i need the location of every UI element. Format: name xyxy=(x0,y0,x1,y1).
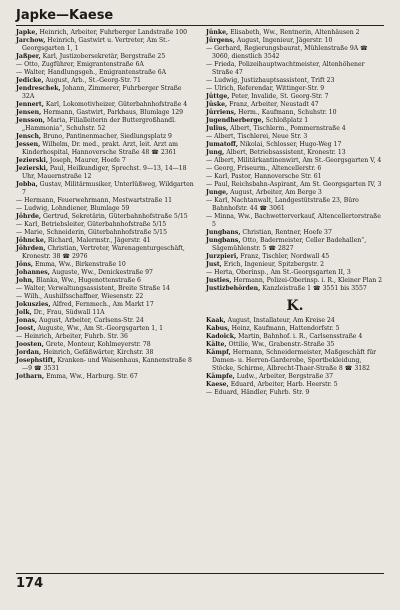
directory-entry xyxy=(16,301,194,309)
entry-text: Johann, Zimmerer, Fuhrberger Straße 32A xyxy=(22,85,182,100)
entry-name: Josephstift, xyxy=(16,357,56,364)
directory-entry xyxy=(16,165,194,181)
directory-entry xyxy=(206,189,384,197)
entry-text: Emma, Ww., Harburg. Str. 67 xyxy=(46,373,138,380)
entry-text: Joseph, Maurer, Hoefe 7 xyxy=(49,157,126,164)
directory-entry xyxy=(206,373,384,381)
entry-text: Alfred, Fernmech., Am Markt 17 xyxy=(52,301,154,308)
entry-text: Karl, Justizobersekretär, Bergstraße 25 xyxy=(42,53,166,60)
entry-name: Jungbans, xyxy=(206,229,241,236)
entry-text: — Wilh., Aushilfsschaffner, Wiesenstr. 22 xyxy=(16,293,144,300)
entry-text: Wilhelm, Dr. med., prakt. Arzt, leit. Arzt am Kinderhospital, Hannoversche Straße 48 ☎ 2361 xyxy=(22,141,178,156)
entry-name: Johannes, xyxy=(16,269,50,276)
entry-name: Jobba, xyxy=(16,181,38,188)
directory-entry xyxy=(206,181,384,189)
directory-entry xyxy=(206,261,384,269)
directory-entry xyxy=(16,77,194,85)
entry-text: Auguste, Ww., Am St.-Georgsgarten 1, 1 xyxy=(37,325,164,332)
entry-name: Jung, xyxy=(206,149,225,156)
entry-name: Jarchow, xyxy=(16,37,46,44)
directory-entry xyxy=(16,277,194,285)
entry-text: Bruno, Pantinenmacher, Siedlungsplatz 9 xyxy=(43,133,172,140)
entry-text: Christian, Vertreter, Warenagenturgeschäft, Kronestr. 38 ☎ 2976 xyxy=(22,245,185,260)
entry-text: Emma, Ww., Birkenstraße 10 xyxy=(35,261,126,268)
entry-text: Schloßplatz 1 xyxy=(265,117,309,124)
entry-text: Maria, Filialleiterin der Buttergroßhandl. „Hammonia“, Schuhstr. 52 xyxy=(22,117,177,132)
entry-text: August, Arb., St.-Georg-Str. 71 xyxy=(45,77,141,84)
directory-entry xyxy=(206,325,384,333)
running-header: Japke—Kaese xyxy=(16,8,114,23)
entry-name: Jürgens, xyxy=(206,37,235,44)
directory-entry xyxy=(16,29,194,37)
entry-text: Herm., Kaufmann, Schuhstr. 10 xyxy=(238,109,337,116)
entry-name: Jungbans, xyxy=(206,237,241,244)
entry-text: — Karl, Pastor, Hannoversche Str. 61 xyxy=(206,173,322,180)
directory-entry xyxy=(16,285,194,293)
entry-name: Jensen, xyxy=(16,109,42,116)
entry-text: Gustav, Militärmusiker, Unterlüßweg, Wildgarten 7 xyxy=(22,181,194,196)
entry-name: Jezierski, xyxy=(16,157,48,164)
entry-text: Paul, Heilkundiger, Sprechst. 9—13, 14—18 Uhr, Mauernstraße 12 xyxy=(22,165,187,180)
entry-text: Eduard, Arbeiter, Harb. Heerstr. 5 xyxy=(230,381,338,388)
entry-text: — Otto, Zugführer, Emigrantenstraße 6A xyxy=(16,61,144,68)
directory-entry xyxy=(206,389,384,397)
directory-entry xyxy=(16,317,194,325)
entry-name: Japke, xyxy=(16,29,38,36)
directory-entry xyxy=(206,197,384,213)
directory-entry xyxy=(206,45,384,61)
entry-text: — Ludwig, Justizhauptsassistent, Trift 23 xyxy=(206,77,335,84)
entry-name: Jöhncke, xyxy=(16,237,46,244)
entry-text: — Hermann, Feuerwehrmann, Mestwartstraße 11 xyxy=(16,197,173,204)
entry-text: August, Arbeiter, Am Berge 3 xyxy=(230,189,322,196)
directory-entry xyxy=(16,309,194,317)
entry-name: Jedicke, xyxy=(16,77,44,84)
directory-entry xyxy=(16,205,194,213)
entry-name: Jüske, xyxy=(206,101,228,108)
entry-text: Auguste, Ww., Denickestraße 97 xyxy=(51,269,153,276)
entry-name: Jokuszies, xyxy=(16,301,51,308)
entry-text: Elisabeth, Ww., Rentnerin, Altenhäusen 2 xyxy=(230,29,360,36)
directory-entry xyxy=(206,37,384,45)
entry-text: Christian, Rentner, Hoefe 37 xyxy=(242,229,332,236)
directory-entry xyxy=(206,277,384,285)
directory-entry xyxy=(206,29,384,37)
directory-entry xyxy=(16,109,194,117)
directory-entry xyxy=(206,237,384,253)
entry-text: — Frieda, Polizeihauptwachtmeister, Altenhöhener Straße 47 xyxy=(206,61,365,76)
entry-text: Karl, Lokomotivheizer, Güterbahnhofstraße 4 xyxy=(45,101,188,108)
entry-text: Hermann, Schneidermeister, Maßgeschäft für Damen- u. Herren-Garderobe, Sportbekleidung, Stöcke, Schirme, Albrecht-Thaer-Straße 8 ☎ 3182 xyxy=(212,349,377,372)
entry-text: — Karl, Nachtanwalt, Landgestütstraße 23, Büro Bahnhofstr. 44 ☎ 3061 xyxy=(206,197,359,212)
directory-entry xyxy=(206,133,384,141)
left-column xyxy=(16,29,194,381)
entry-text: Kanzleistraße 1 ☎ 3551 bis 3557 xyxy=(262,285,367,292)
entry-text: Peter, Invalide, St. Georg-Str. 7 xyxy=(231,93,329,100)
entry-name: Jünke, xyxy=(206,29,229,36)
directory-entry xyxy=(206,381,384,389)
entry-text: — Gerhard, Regierungsbaurat, Mühlenstraße 9A ☎ 3060, dienstlich 3542 xyxy=(206,45,368,60)
entry-text: Ottilie, Ww., Grabenstr.-Straße 35 xyxy=(228,341,335,348)
directory-entry xyxy=(206,317,384,325)
directory-entry xyxy=(16,141,194,157)
directory-entry xyxy=(16,261,194,269)
entry-text: Richard, Malermstr., Jägerstr. 41 xyxy=(47,237,151,244)
directory-entry xyxy=(206,269,384,277)
entry-text: August, Installateur, Am Kreise 24 xyxy=(227,317,335,324)
entry-name: Jaßper, xyxy=(16,53,41,60)
entry-name: Kämpfe, xyxy=(206,373,235,380)
right-column xyxy=(206,29,384,397)
directory-entry xyxy=(206,341,384,349)
section-letter-k: K. xyxy=(286,298,304,314)
directory-entry xyxy=(206,117,384,125)
entry-text: Hermann, Polizei-Oberinsp. i. R., Kleiner Plan 2 xyxy=(233,277,383,284)
entry-text: Blanka, Ww., Hugenottenstraße 6 xyxy=(36,277,141,284)
entry-name: Jugendherberge, xyxy=(206,117,264,124)
right-column-j-entries xyxy=(206,29,384,293)
right-column-k-entries xyxy=(206,317,384,397)
entry-name: Jöhrde, xyxy=(16,213,42,220)
directory-entry xyxy=(206,85,384,93)
entry-text: — Heinrich, Arbeiter, Fuhrb. Str. 36 xyxy=(16,333,128,340)
entry-text: Albert, Betriebsassistent, Kronestr. 13 xyxy=(226,149,346,156)
entry-text: Martin, Bahnhof. i. R., Carlsensstraße 4 xyxy=(238,333,363,340)
entry-text: — Georg, Friseurm., Altencellerstr. 6 xyxy=(206,165,322,172)
entry-name: Justies, xyxy=(206,277,232,284)
directory-entry xyxy=(16,53,194,61)
entry-name: Jordan, xyxy=(16,349,42,356)
entry-text: Nikolai, Schlosser, Hugo-Weg 17 xyxy=(239,141,342,148)
entry-name: Kaese, xyxy=(206,381,229,388)
entry-name: Jessen, xyxy=(16,141,41,148)
directory-entry xyxy=(16,221,194,229)
entry-text: Ludw., Arbeiter, Bergstraße 37 xyxy=(236,373,333,380)
directory-entry xyxy=(16,349,194,357)
directory-entry xyxy=(16,61,194,69)
entry-name: Kadoick, xyxy=(206,333,237,340)
directory-entry xyxy=(16,85,194,101)
entry-name: Jensch, xyxy=(16,133,42,140)
directory-entry xyxy=(206,101,384,109)
entry-text: — Albert, Militärkantinenwirt, Am St.-Georgsgarten V, 4 xyxy=(206,157,382,164)
directory-entry xyxy=(16,325,194,333)
directory-entry xyxy=(206,93,384,101)
entry-text: Franz, Tischler, Nordwall 45 xyxy=(240,253,330,260)
directory-entry xyxy=(16,229,194,237)
entry-text: — Herta, Oberinsp., Am St.-Georgsgarten II, 3 xyxy=(206,269,351,276)
entry-text: Heinrich, Gastwirt u. Vertreter, Am St.-Georgsgarten 1, 1 xyxy=(22,37,170,52)
directory-entry xyxy=(206,173,384,181)
entry-text: — Walter, Handlungsgeh., Emigrantenstraße 6A xyxy=(16,69,167,76)
entry-name: Jonas, xyxy=(16,317,38,324)
entry-text: Grete, Monteur, Kohlmeyerstr. 78 xyxy=(45,341,151,348)
entry-text: Hermann, Gastwirt, Parkhaus, Blumlage 129 xyxy=(43,109,184,116)
entry-name: Jumatoff, xyxy=(206,141,238,148)
directory-entry xyxy=(206,229,384,237)
entry-name: Jendreschek, xyxy=(16,85,61,92)
directory-entry xyxy=(206,77,384,85)
entry-name: Jensson, xyxy=(16,117,45,124)
directory-entry xyxy=(16,101,194,109)
entry-text: — Marie, Schneiderin, Güterbahnhofstraße 5/15 xyxy=(16,229,167,236)
footer-rule xyxy=(16,573,384,574)
directory-entry xyxy=(16,133,194,141)
entry-name: Just, xyxy=(206,261,222,268)
directory-entry xyxy=(206,333,384,341)
directory-entry xyxy=(16,245,194,261)
directory-entry xyxy=(206,125,384,133)
entry-name: Jolk, xyxy=(16,309,32,316)
entry-name: Kälte, xyxy=(206,341,227,348)
directory-entry xyxy=(16,293,194,301)
directory-entry xyxy=(16,269,194,277)
directory-entry xyxy=(16,357,194,373)
directory-entry xyxy=(206,109,384,117)
entry-name: Justizbehörden, xyxy=(206,285,261,292)
directory-entry xyxy=(206,253,384,261)
entry-name: Jezierski, xyxy=(16,165,48,172)
entry-name: Kabus, xyxy=(206,325,230,332)
entry-name: Jürriens, xyxy=(206,109,237,116)
entry-text: — Walter, Verwaltungsassistent, Breite Straße 14 xyxy=(16,285,170,292)
entry-name: Kämpf, xyxy=(206,349,231,356)
directory-entry xyxy=(206,157,384,165)
entry-text: Albert, Tischlerm., Pommernstraße 4 xyxy=(230,125,346,132)
entry-text: Gertrud, Sekretärin, Güterbahnhofstraße 5/15 xyxy=(43,213,188,220)
header-rule xyxy=(16,25,384,26)
entry-text: — Ludwig, Lohndiener, Blumlage 59 xyxy=(16,205,130,212)
entry-name: Joost, xyxy=(16,325,36,332)
entry-name: Junge, xyxy=(206,189,229,196)
directory-entry xyxy=(16,373,194,381)
entry-name: John, xyxy=(16,277,35,284)
entry-text: — Ulrich, Referendar, Wittinger-Str. 9 xyxy=(206,85,325,92)
entry-name: Jüttge, xyxy=(206,93,230,100)
directory-entry xyxy=(206,285,384,293)
entry-name: Jurzpieri, xyxy=(206,253,239,260)
entry-name: Kaak, xyxy=(206,317,226,324)
entry-name: Jöhrden, xyxy=(16,245,46,252)
entry-text: — Albert, Tischlerei, Neue Str. 3 xyxy=(206,133,308,140)
entry-text: Dr., Frau, Südwall 11A xyxy=(33,309,105,316)
directory-entry xyxy=(206,349,384,373)
entry-text: Heinrich, Arbeiter, Fuhrberger Landstraße 100 xyxy=(39,29,188,36)
directory-entry xyxy=(16,197,194,205)
directory-entry xyxy=(16,333,194,341)
entry-text: — Eduard, Händler, Fuhrb. Str. 9 xyxy=(206,389,310,396)
directory-entry xyxy=(16,157,194,165)
directory-entry xyxy=(206,165,384,173)
directory-entry xyxy=(206,141,384,149)
entry-name: Julius, xyxy=(206,125,229,132)
directory-entry xyxy=(16,237,194,245)
directory-entry xyxy=(206,213,384,229)
page-number: 174 xyxy=(16,576,44,591)
entry-name: Jennert, xyxy=(16,101,44,108)
directory-entry xyxy=(206,149,384,157)
entry-text: Heinrich, Gefäßwärter, Kirchstr. 38 xyxy=(43,349,154,356)
directory-entry xyxy=(16,181,194,197)
entry-text: August, Arbeiter, Carlsens-Str. 24 xyxy=(39,317,144,324)
directory-entry xyxy=(16,117,194,133)
entry-text: — Karl, Betriebsleiter, Güterbahnhofstraße 5/15 xyxy=(16,221,167,228)
entry-text: Heinz, Kaufmann, Hattendorfstr. 5 xyxy=(231,325,340,332)
entry-text: Erich, Ingenieur, Spitzbergstr. 2 xyxy=(223,261,324,268)
entry-text: — Paul, Reichsbahn-Aspirant, Am St. Georgsgarten IV, 3 xyxy=(206,181,382,188)
entry-text: — Minna, Ww., Bachwetterverkauf, Altencellertorstraße 5 xyxy=(206,213,381,228)
directory-entry xyxy=(16,37,194,53)
entry-text: Kranken- und Waisenhaus, Kannenstraße 8—9 ☎ 3531 xyxy=(22,357,192,372)
entry-name: Joosten, xyxy=(16,341,44,348)
entry-text: Franz, Arbeiter, Neustadt 47 xyxy=(229,101,319,108)
entry-text: August, Ingenieur, Jägerstr. 10 xyxy=(236,37,333,44)
directory-entry xyxy=(16,341,194,349)
entry-name: Jotharn, xyxy=(16,373,45,380)
directory-entry xyxy=(206,61,384,77)
entry-text: Otto, Badermeister, Celler Badehallen“, Sägemühlenstr. 5 ☎ 2827 xyxy=(212,237,367,252)
directory-entry xyxy=(16,69,194,77)
directory-entry xyxy=(16,213,194,221)
entry-name: Jöns, xyxy=(16,261,34,268)
